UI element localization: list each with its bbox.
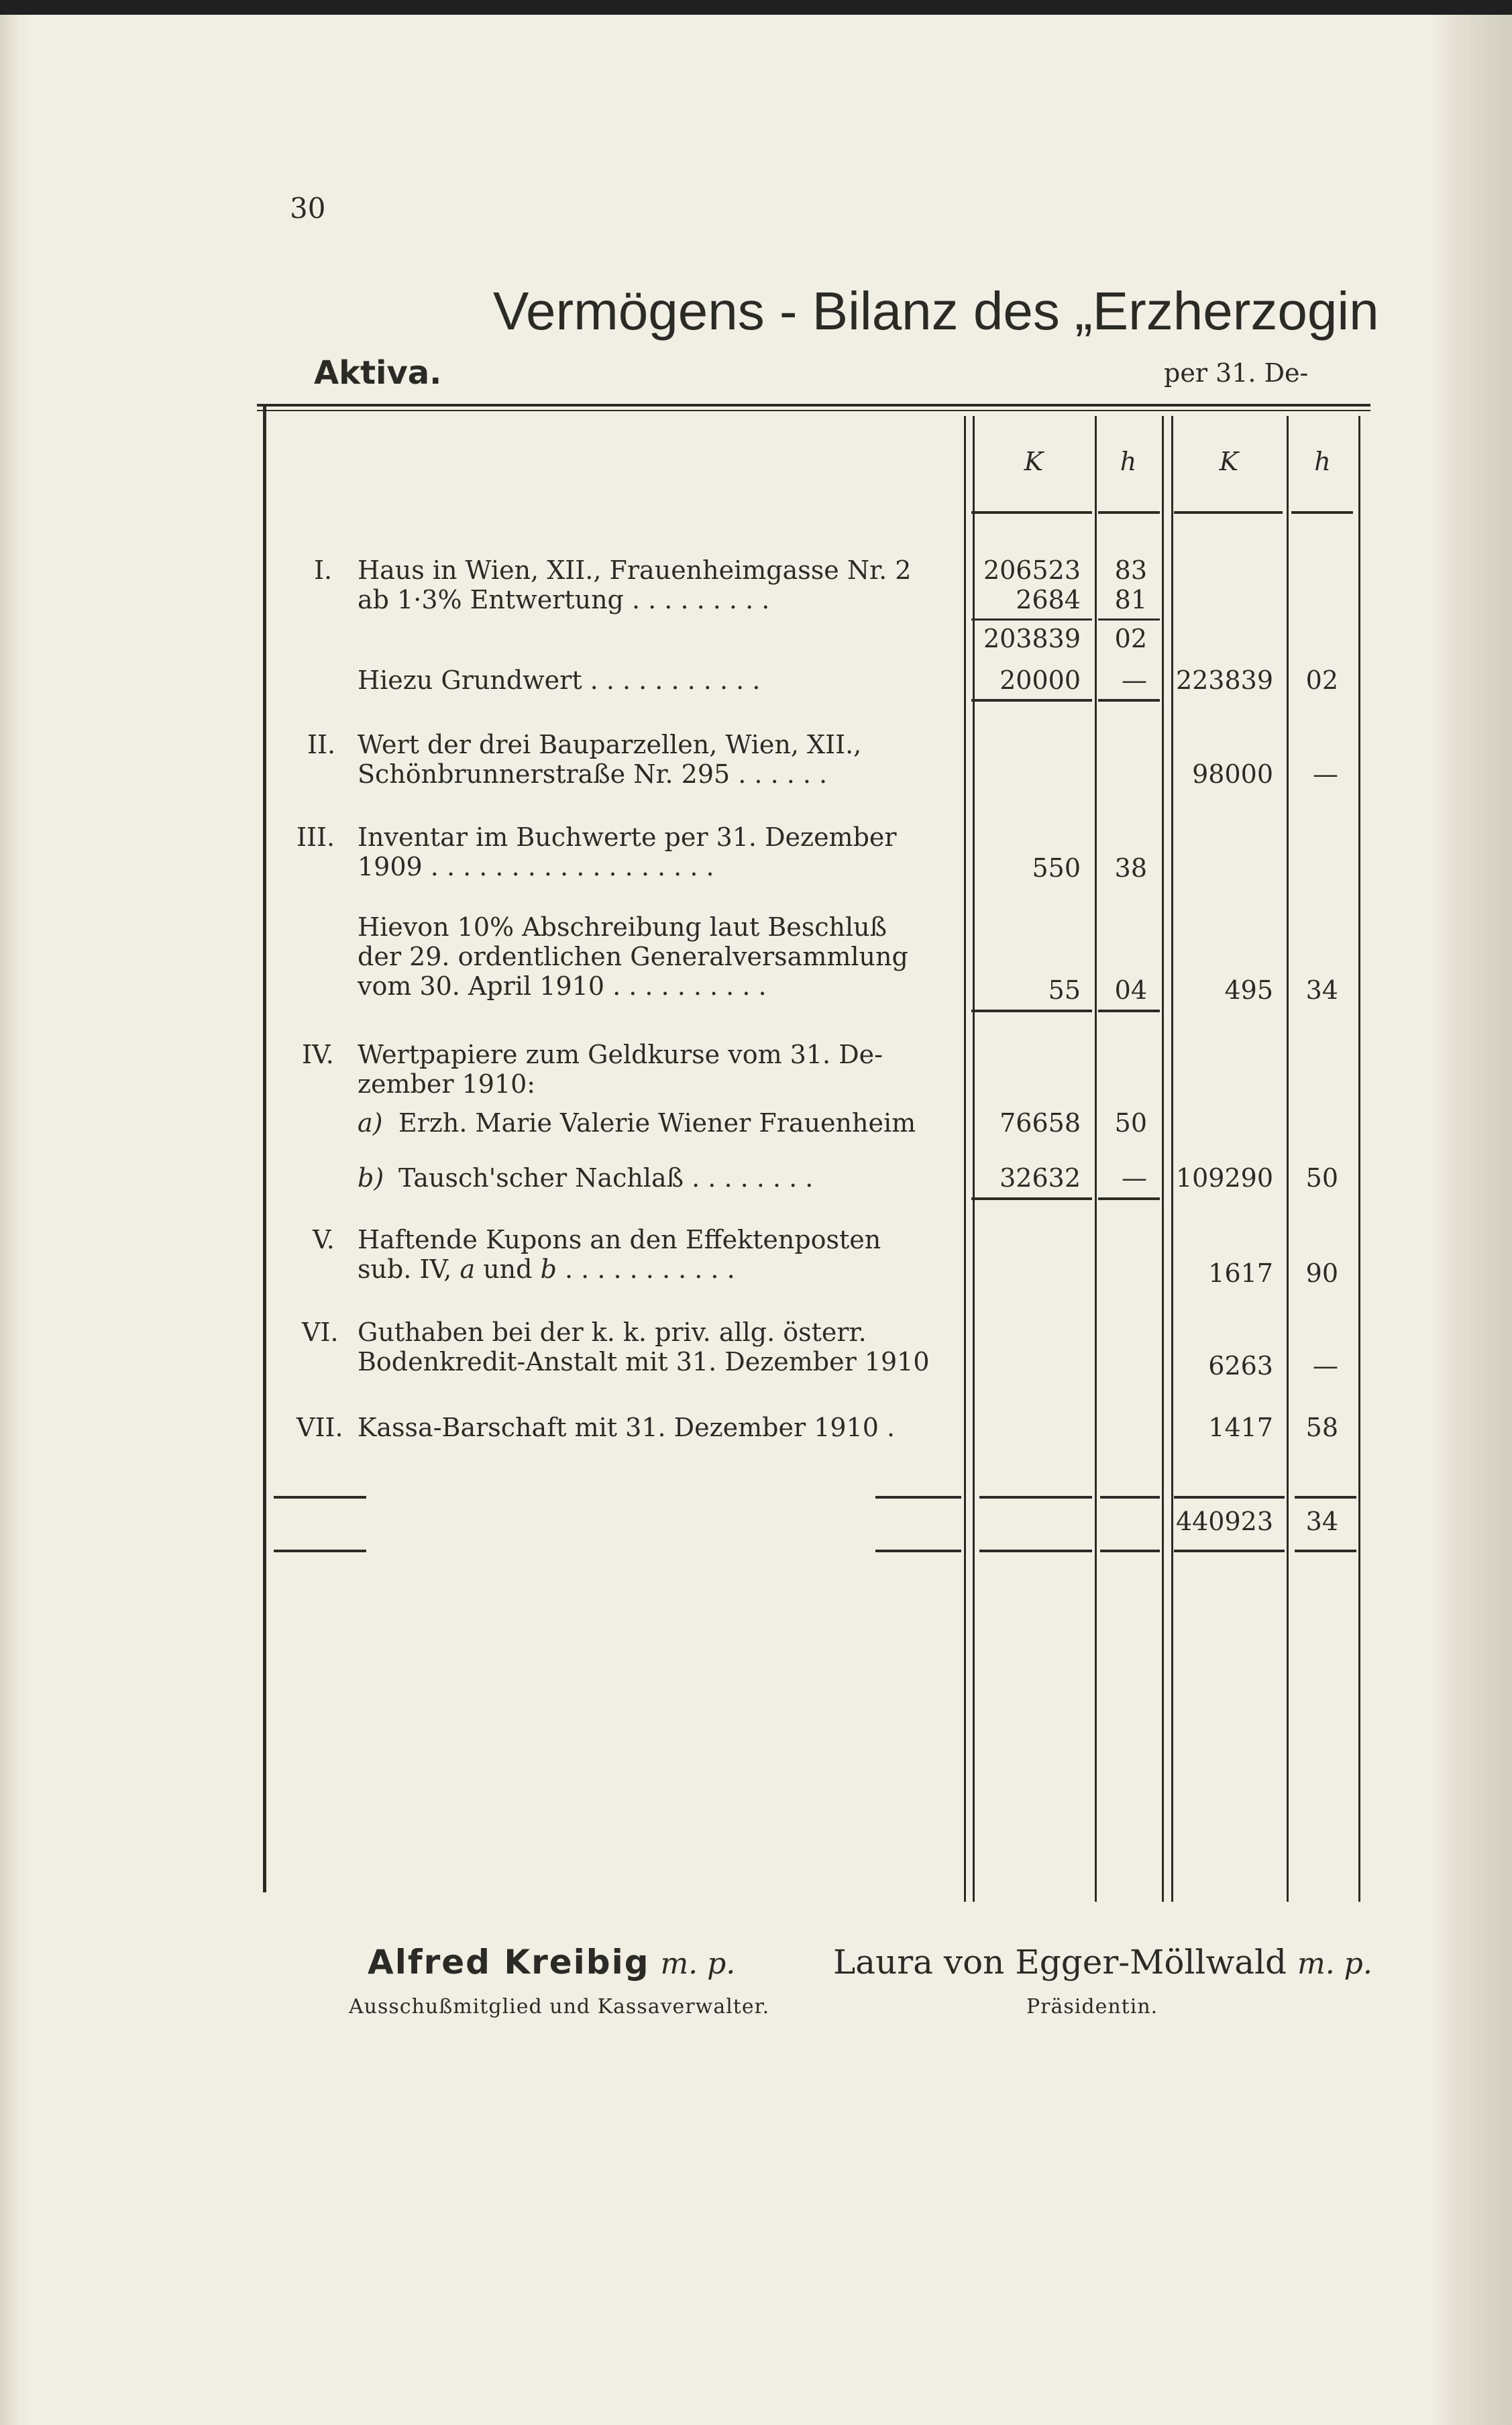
value-k: 206523 xyxy=(983,555,1081,585)
value-h: 38 xyxy=(1114,853,1147,883)
item-text: 1909 . . . . . . . . . . . . . . . . . . xyxy=(358,852,714,881)
total-k: 1617 xyxy=(1208,1258,1273,1288)
subtotal-rule xyxy=(1098,699,1160,702)
signatory-suffix: m. p. xyxy=(1297,1947,1372,1981)
subtotal-rule xyxy=(971,1197,1092,1200)
col-divider xyxy=(973,416,975,1902)
subtotal-rule xyxy=(971,618,1092,621)
value-h: 02 xyxy=(1114,624,1147,653)
total-rule xyxy=(1174,1550,1285,1552)
subtotal-rule xyxy=(1098,618,1160,621)
page-number: 30 xyxy=(290,192,326,225)
item-text: der 29. ordentlichen Generalversammlung xyxy=(358,942,908,971)
item-text: Inventar im Buchwerte per 31. Dezember xyxy=(358,822,897,852)
header-h2: h xyxy=(1314,447,1331,476)
page-title: Vermögens - Bilanz des „Erzherzogin xyxy=(493,281,1379,341)
value-h: — xyxy=(1122,665,1147,695)
value-k: 32632 xyxy=(1000,1163,1081,1193)
total-rule xyxy=(1100,1550,1160,1552)
header-rule xyxy=(1291,511,1353,514)
signatory-role: Ausschußmitglied und Kassaverwalter. xyxy=(349,1995,770,2018)
value-h: 83 xyxy=(1114,555,1147,585)
col-divider xyxy=(1358,416,1360,1902)
total-k: 223839 xyxy=(1175,665,1273,695)
value-k: 203839 xyxy=(983,624,1081,653)
item-text: Guthaben bei der k. k. priv. allg. österr. xyxy=(358,1317,867,1347)
value-h: 81 xyxy=(1114,585,1147,614)
total-k: 98000 xyxy=(1192,759,1273,789)
signatory-name-text: Alfred Kreibig xyxy=(368,1943,650,1982)
item-number: III. xyxy=(296,822,335,852)
total-k: 495 xyxy=(1224,975,1273,1005)
item-number: V. xyxy=(313,1225,335,1254)
total-h: — xyxy=(1313,1351,1338,1381)
total-rule xyxy=(274,1550,366,1552)
item-text: Erzh. Marie Valerie Wiener Frauenheim xyxy=(398,1108,916,1138)
item-text: Wert der drei Bauparzellen, Wien, XII., xyxy=(358,730,862,759)
grand-total-k: 440923 xyxy=(1175,1507,1273,1536)
total-k: 1417 xyxy=(1208,1413,1273,1442)
total-rule xyxy=(1174,1496,1285,1499)
total-rule xyxy=(274,1496,366,1499)
col-divider xyxy=(1171,416,1173,1902)
table-left-border xyxy=(263,407,266,1892)
item-number: I. xyxy=(314,555,333,585)
item-text-part: sub. IV, xyxy=(358,1254,452,1284)
item-text: vom 30. April 1910 . . . . . . . . . . xyxy=(358,971,767,1001)
signatory-name xyxy=(368,1943,735,1982)
header-rule xyxy=(1174,511,1283,514)
total-h: 58 xyxy=(1305,1413,1338,1442)
col-divider xyxy=(964,416,966,1902)
total-rule xyxy=(1295,1496,1356,1499)
total-rule xyxy=(1100,1496,1160,1499)
item-text-part: und xyxy=(483,1254,533,1284)
item-number: VI. xyxy=(302,1317,339,1347)
item-number: IV. xyxy=(302,1040,334,1069)
total-k: 6263 xyxy=(1208,1351,1273,1381)
value-h: 04 xyxy=(1114,975,1147,1005)
value-k: 20000 xyxy=(1000,665,1081,695)
sub-item-label: a) xyxy=(358,1108,383,1138)
total-h: 34 xyxy=(1305,975,1338,1005)
col-divider xyxy=(1287,416,1289,1902)
book-edge-right xyxy=(1432,0,1512,2425)
item-text: Schönbrunnerstraße Nr. 295 . . . . . . xyxy=(358,759,828,789)
signatory-name-text: Laura von Egger-Möllwald xyxy=(833,1943,1287,1982)
total-h: 90 xyxy=(1305,1258,1338,1288)
header-rule xyxy=(1098,511,1160,514)
item-text: Haus in Wien, XII., Frauenheimgasse Nr. 2 xyxy=(358,555,912,585)
total-rule xyxy=(875,1496,961,1499)
signatory-name xyxy=(833,1943,1372,1982)
header-rule xyxy=(971,511,1092,514)
subtotal-rule xyxy=(1098,1010,1160,1012)
item-text: Wertpapiere zum Geldkurse vom 31. De- xyxy=(358,1040,883,1069)
subtotal-rule xyxy=(971,1010,1092,1012)
value-k: 76658 xyxy=(1000,1108,1081,1138)
grand-total-h: 34 xyxy=(1305,1507,1338,1536)
item-number: VII. xyxy=(296,1413,343,1442)
side-label: Aktiva. xyxy=(314,354,442,392)
item-text: ab 1·3% Entwertung . . . . . . . . . xyxy=(358,585,770,614)
subtotal-rule xyxy=(971,699,1092,702)
item-text: zember 1910: xyxy=(358,1069,536,1099)
total-rule xyxy=(875,1550,961,1552)
item-text: Hievon 10% Abschreibung laut Beschluß xyxy=(358,912,887,942)
table-top-rule-thin xyxy=(257,410,1370,411)
header-k1: K xyxy=(1024,447,1044,476)
total-h: 50 xyxy=(1305,1163,1338,1193)
value-h: — xyxy=(1122,1163,1147,1193)
header-h1: h xyxy=(1120,447,1137,476)
value-k: 55 xyxy=(1048,975,1081,1005)
item-text: Hiezu Grundwert . . . . . . . . . . . xyxy=(358,665,761,695)
subtotal-rule xyxy=(1098,1197,1160,1200)
item-text-part: b xyxy=(540,1254,557,1284)
item-text xyxy=(358,1254,735,1284)
item-text: Tausch'scher Nachlaß . . . . . . . . xyxy=(398,1163,814,1193)
total-h: 02 xyxy=(1305,665,1338,695)
value-h: 50 xyxy=(1114,1108,1147,1138)
header-k2: K xyxy=(1219,447,1239,476)
total-h: — xyxy=(1313,759,1338,789)
item-text-part: a xyxy=(460,1254,476,1284)
table-top-rule xyxy=(257,404,1370,407)
sub-item-label: b) xyxy=(358,1163,384,1193)
scan-border xyxy=(0,0,1512,15)
date-prefix: per 31. De- xyxy=(1164,358,1309,388)
total-rule xyxy=(1295,1550,1356,1552)
value-k: 2684 xyxy=(1016,585,1081,614)
total-k: 109290 xyxy=(1175,1163,1273,1193)
item-text: Bodenkredit-Anstalt mit 31. Dezember 1910 xyxy=(358,1347,930,1377)
book-spine-left xyxy=(0,0,32,2425)
signatory-suffix: m. p. xyxy=(660,1947,736,1981)
total-rule xyxy=(979,1496,1092,1499)
item-text: Kassa-Barschaft mit 31. Dezember 1910 . xyxy=(358,1413,896,1442)
col-divider xyxy=(1162,416,1164,1902)
value-k: 550 xyxy=(1032,853,1081,883)
col-divider xyxy=(1095,416,1097,1902)
item-text-part: . . . . . . . . . . . xyxy=(565,1254,735,1284)
item-text: Haftende Kupons an den Effektenposten xyxy=(358,1225,881,1254)
item-number: II. xyxy=(307,730,336,759)
total-rule xyxy=(979,1550,1092,1552)
signatory-role: Präsidentin. xyxy=(1026,1995,1158,2018)
